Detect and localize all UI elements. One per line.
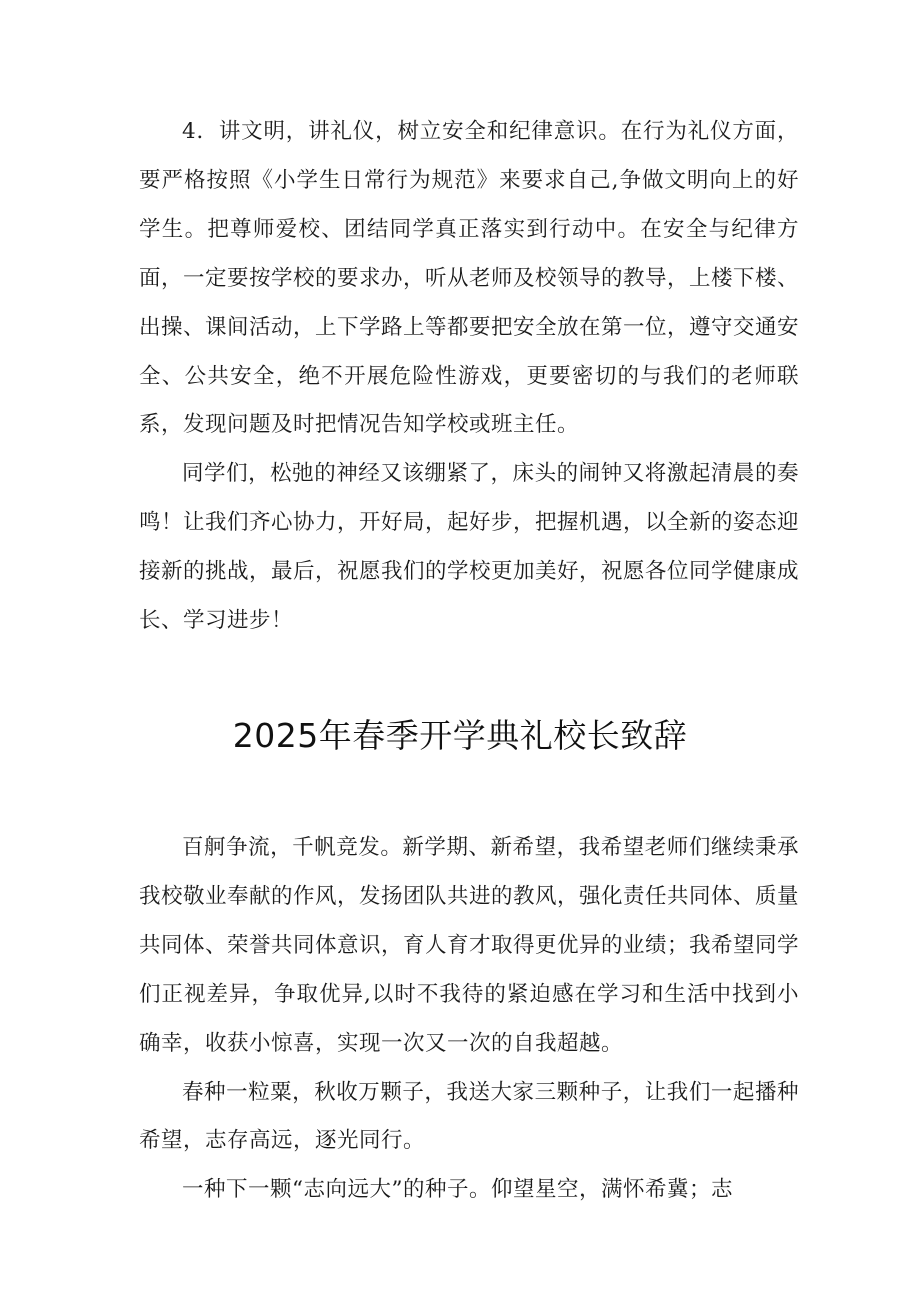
paragraph-three-seeds: 春种一粒粟，秋收万颗子，我送大家三颗种子，让我们一起播种希望，志存高远，逐光同行。 — [139, 1079, 799, 1154]
speech-section-previous — [139, 108, 799, 646]
document-title: 2025年春季开学典礼校长致辞 — [232, 716, 688, 755]
paragraph-civility-safety: 4．讲文明，讲礼仪，树立安全和纪律意识。在行为礼仪方面，要严格按照《小学生日常行为规范》来要求自己,争做文明向上的好学生。把尊师爱校、团结同学真正落实到行动中。在安全与纪律方面，一定要按学校的要求办，听从老师及校领导的教导，上楼下楼、出操、课间活动，上下学路上等都要把安全放在第一位，遵守交通安全、公共安全，绝不开展危险性游戏，更要密切的与我们的老师联系，发现问题及时把情况告知学校或班主任。 — [139, 119, 800, 438]
paragraph-new-semester: 百舸争流，千帆竞发。新学期、新希望，我希望老师们继续秉承我校敬业奉献的作风，发扬团队共进的教风，强化责任共同体、质量共同体、荣誉共同体意识，育人育才取得更优异的业绩；我希望同学们正视差异，争取优异,以时不我待的紧迫感在学习和生活中找到小确幸，收获小惊喜，实现一次又一次的自我超越。 — [139, 835, 800, 1056]
paragraph-first-seed: 一种下一颗“志向远大”的种子。仰望星空，满怀希冀；志 — [182, 1177, 733, 1203]
speech-section-principal — [139, 824, 799, 1215]
paragraph-closing-wishes: 同学们，松弛的神经又该绷紧了，床头的闹钟又将激起清晨的奏鸣！让我们齐心协力，开好局，起好步，把握机遇，以全新的姿态迎接新的挑战，最后，祝愿我们的学校更加美好，祝愿各位同学健康成长、学习进步！ — [139, 461, 800, 634]
